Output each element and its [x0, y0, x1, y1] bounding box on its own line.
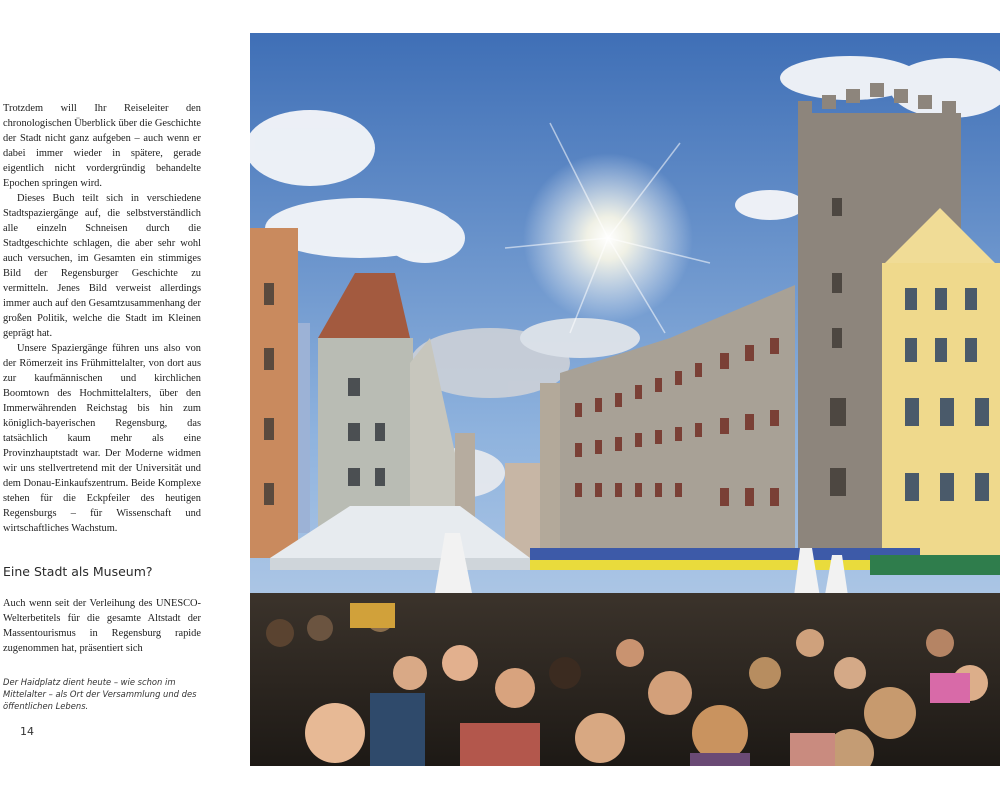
left-building — [250, 228, 298, 558]
intro-text — [3, 101, 201, 536]
section-text — [3, 596, 201, 656]
page-number: 14 — [20, 725, 34, 738]
intro-paragraph-2: Dieses Buch teilt sich in verschiedene Stadtspaziergänge auf, die selbstverständlich alle einzeln Schneisen durch die Stadtgeschichte schlagen, die aber sehr wohl auch versuchen, im Gesamten ein stimmiges Bild der Regensburger Geschichte zu vermitteln. Jenes Bild verweist allerdings immer auch auf den Gesamtzusammenhang der großen Politik, welche die Stadt im Kleinen geprägt hat. — [3, 193, 201, 339]
yellow-awning — [530, 560, 920, 570]
photo-illustration — [250, 33, 1000, 766]
intro-paragraph-1: Trotzdem will Ihr Reiseleiter den chronologischen Überblick über die Geschichte der Stadt nicht ganz aufgeben – auch wenn er dabei immer wieder in spätere, gerade eigentlich nicht vordergründig behandelte Epochen springen wird. — [3, 103, 201, 189]
section-heading: Eine Stadt als Museum? — [3, 564, 153, 579]
section-paragraph: Auch wenn seit der Verleihung des UNESCO-Welterbetitels für die gesamte Altstadt der Massentourismus in Regensburg rapide zugenommen hat, präsentiert sich — [3, 598, 201, 654]
haidplatz-photo — [250, 33, 1000, 766]
intro-paragraph-3: Unsere Spaziergänge führen uns also von der Römerzeit ins Frühmittelalter, von dort aus zur kaufmännischen und kirchlichen Boomtown des Hochmittelalters, über den Immerwährenden Reichstag bis hin zum königlich-bayerischen Regensburg, das tatsächlich kaum mehr als eine Provinzhauptstadt war. Der Moderne widmen wir uns stellvertretend mit der Universität und dem Donau-Einkaufszentrum. Beide Komplexe stehen für die Eckpfeiler des heutigen Regensburgs – für Wissenschaft und wirtschaftliches Wachstum. — [3, 343, 201, 534]
photo-caption: Der Haidplatz dient heute – wie schon im Mittelalter – als Ort der Versammlung und des öffentlichen Lebens. — [3, 677, 197, 711]
